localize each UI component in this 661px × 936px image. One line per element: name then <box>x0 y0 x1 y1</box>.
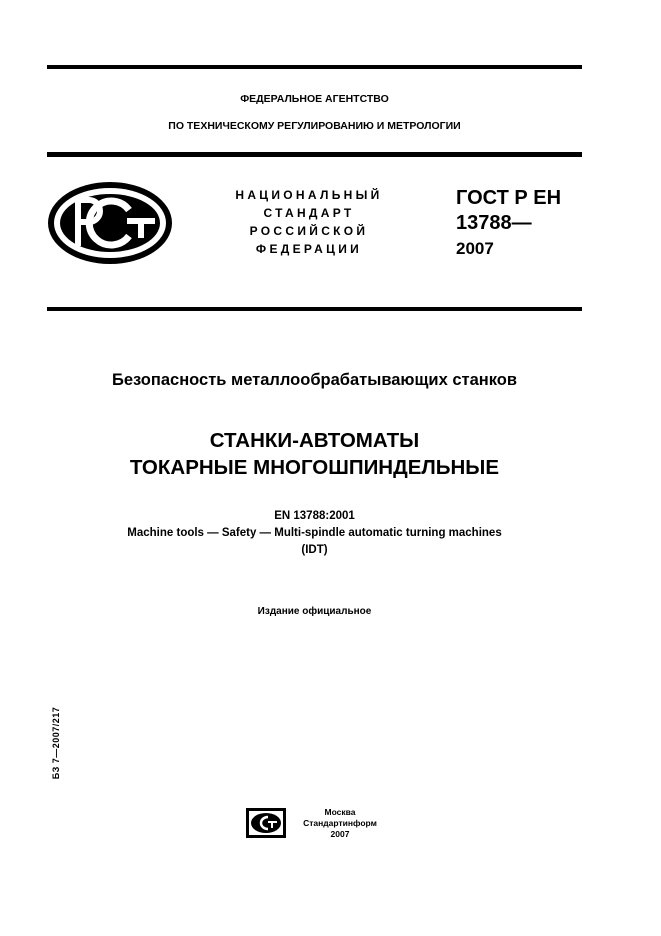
national-line-1: НАЦИОНАЛЬНЫЙ <box>235 188 383 202</box>
top-rule <box>47 65 582 69</box>
designation-line-2: 13788— <box>456 212 532 234</box>
document-subject: Безопасность металлообрабатывающих станков <box>111 371 518 389</box>
national-line-3: РОССИЙСКОЙ <box>249 224 369 238</box>
title-line-2: ТОКАРНЫЕ МНОГОШПИНДЕЛЬНЫЕ <box>129 456 500 479</box>
standartinform-logo-icon <box>246 808 286 843</box>
mid-rule <box>47 307 582 311</box>
identity-mark: (IDT) <box>301 544 328 556</box>
national-line-4: ФЕДЕРАЦИИ <box>255 242 363 256</box>
publisher-name: Стандартинформ <box>303 818 377 828</box>
edition-label: Издание официальное <box>257 606 372 617</box>
national-standard-label <box>214 186 404 258</box>
publisher-info <box>300 807 380 840</box>
en-title: Machine tools — Safety — Multi-spindle automatic turning machines <box>127 527 502 539</box>
agency-line-2: ПО ТЕХНИЧЕСКОМУ РЕГУЛИРОВАНИЮ И МЕТРОЛОГИИ <box>168 120 461 132</box>
en-code: EN 13788:2001 <box>274 510 355 522</box>
standard-designation <box>456 186 561 261</box>
publisher-city: Москва <box>324 807 356 817</box>
agency-line-1: ФЕДЕРАЛЬНОЕ АГЕНТСТВО <box>240 93 389 105</box>
header-rule <box>47 152 582 157</box>
designation-line-1: ГОСТ Р ЕН <box>456 187 562 209</box>
rst-certification-logo-icon <box>47 180 175 271</box>
en-reference <box>47 508 582 559</box>
designation-year: 2007 <box>456 239 494 258</box>
document-title <box>47 427 582 481</box>
title-line-1: СТАНКИ-АВТОМАТЫ <box>209 429 420 452</box>
side-code: БЗ 7—2007/217 <box>51 706 61 780</box>
publisher-year: 2007 <box>330 829 350 839</box>
national-line-2: СТАНДАРТ <box>263 206 355 220</box>
